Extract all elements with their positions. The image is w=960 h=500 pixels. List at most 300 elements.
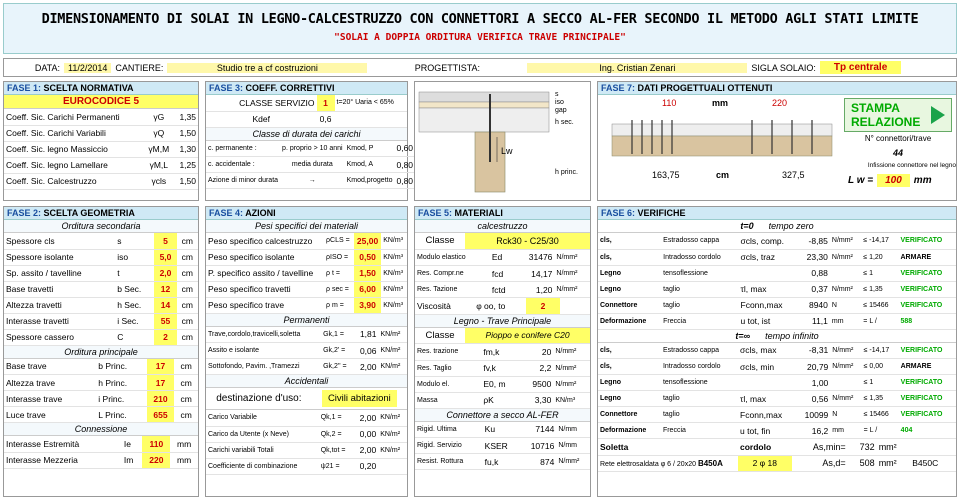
slab-reinforcement-table [598, 439, 956, 472]
unit-weights-table [206, 233, 407, 314]
check-value: -8,85 [798, 233, 830, 249]
slab-code-label: SIGLA SOLAIO: [751, 62, 816, 73]
prop-value: 1,20 [515, 282, 554, 298]
load-value: 1,81 [354, 327, 379, 343]
connector-count-label: N° connettori/trave [864, 134, 932, 143]
prop-label: Res. Taglio [415, 360, 481, 376]
param-field[interactable]: 220 [142, 452, 170, 468]
prop-symbol: E0, m [481, 376, 519, 392]
table-row [415, 344, 590, 360]
check-type: Freccia [661, 313, 738, 329]
check-element: Connettore [598, 407, 661, 423]
table-row [206, 141, 415, 157]
viscosity-field[interactable]: 2 [526, 298, 560, 314]
prop-value: 874 [519, 454, 556, 470]
kmod-value: 0,80 [394, 173, 415, 189]
kdef-label: Kdef [206, 111, 317, 127]
param-label: Base trave [4, 359, 96, 375]
table-row [598, 407, 956, 423]
table-row [4, 436, 198, 452]
check-symbol: τl, max [738, 391, 796, 407]
check-symbol: u tot, fin [738, 423, 796, 439]
phase3-header: FASE 3: COEFF. CORRETTIVI [206, 82, 407, 95]
param-unit: cm [177, 329, 198, 345]
table-row [206, 281, 407, 297]
check-element: Deformazione [598, 423, 661, 439]
checks-tinf-table [598, 343, 956, 440]
prop-label: Rigid. Servizio [415, 438, 483, 454]
load-duration: media durata [280, 157, 345, 173]
designer-field[interactable]: Ing. Cristian Zenari [527, 63, 747, 73]
check-element: cls, [598, 359, 661, 375]
prop-label: Massa [415, 392, 481, 408]
param-unit: cm [177, 281, 198, 297]
prop-symbol: fm,k [481, 344, 519, 360]
phase4-header: FASE 4: AZIONI [206, 207, 407, 220]
weight-field[interactable]: 3,90 [354, 297, 381, 313]
load-label: Trave,cordolo,travicelli,soletta [206, 327, 321, 343]
safety-coeff-table [4, 109, 198, 190]
check-value: -8,31 [796, 343, 831, 359]
table-row [598, 423, 956, 439]
check-value: 23,30 [798, 249, 830, 265]
prop-unit: KN/m³ [553, 392, 590, 408]
table-row [4, 359, 198, 375]
table-row [4, 297, 198, 313]
param-unit: cm [177, 313, 198, 329]
coeff-label: Coeff. Sic. Calcestruzzo [4, 173, 144, 189]
table-row [4, 281, 198, 297]
load-value: 2,00 [353, 442, 378, 458]
viscosity-symbol: φ oo, to [474, 298, 526, 314]
prop-label: Res. Tazione [415, 282, 490, 298]
param-field[interactable]: 55 [154, 313, 176, 329]
spacing-mid-value: 220 [772, 98, 788, 108]
load-symbol: Gk,2' = [321, 343, 354, 359]
prop-unit: N/mm [556, 438, 590, 454]
check-value: 10099 [796, 407, 831, 423]
prop-label: Resist. Rottura [415, 454, 483, 470]
timber-table [415, 344, 590, 409]
date-field[interactable]: 11/2/2014 [64, 63, 111, 73]
weight-unit: KN/m³ [381, 249, 407, 265]
prop-label: Modulo el. [415, 376, 481, 392]
table-row [4, 173, 198, 189]
prop-value: 10716 [519, 438, 556, 454]
check-result: VERIFICATO [899, 391, 956, 407]
weight-unit: KN/m³ [381, 233, 407, 249]
param-field[interactable]: 5,0 [154, 249, 176, 265]
table-row [206, 157, 415, 173]
connector-count-value: 44 [892, 148, 903, 158]
param-unit: cm [174, 375, 198, 391]
param-field[interactable]: 17 [147, 359, 175, 375]
print-report-label: STAMPA RELAZIONE [851, 101, 921, 129]
concrete-class-row [415, 233, 590, 250]
prop-symbol: fv,k [481, 360, 519, 376]
param-symbol: iso [115, 249, 154, 265]
param-field[interactable]: 14 [154, 297, 176, 313]
table-row [206, 442, 407, 458]
table-row [206, 426, 407, 442]
table-row [4, 329, 198, 345]
accidental-title: Accidentali [206, 375, 407, 388]
prop-symbol: fcd [490, 266, 515, 282]
table-row [206, 359, 407, 375]
load-symbol: Qk,1 = [319, 410, 354, 426]
param-label: Altezza travetti [4, 297, 115, 313]
table-row [4, 249, 198, 265]
coeff-label: Coeff. Sic. Carichi Variabili [4, 125, 144, 141]
table-row [4, 125, 198, 141]
check-symbol: Fconn,max [738, 407, 796, 423]
coeff-label: Coeff. Sic. legno Massiccio [4, 141, 144, 157]
param-symbol: C [115, 329, 154, 345]
prop-value: 14,17 [515, 266, 554, 282]
table-row [206, 233, 407, 249]
load-unit: KN/m² [378, 327, 407, 343]
check-symbol: σcls, comp. [739, 233, 799, 249]
phase2-panel [3, 206, 199, 497]
param-field[interactable]: 12 [154, 281, 176, 297]
secondary-frame-title: Orditura secondaria [4, 220, 198, 233]
prop-label: Modulo elastico [415, 250, 490, 266]
check-unit: N/mm² [830, 249, 861, 265]
phase3-panel [205, 81, 414, 201]
param-unit: cm [174, 391, 198, 407]
date-label: DATA: [34, 62, 60, 73]
check-unit: N/mm² [830, 359, 861, 375]
phase6-panel [597, 206, 957, 497]
check-unit: mm [830, 313, 861, 329]
load-duration: p. proprio > 10 anni [280, 141, 345, 157]
check-limit: ≤ 15466 [862, 407, 899, 423]
concrete-class-selector[interactable]: Rck30 - C25/30 [465, 233, 590, 249]
connector-spacing-drawing [602, 98, 842, 188]
check-limit: ≤ 0,00 [862, 359, 899, 375]
prop-symbol: ρK [481, 392, 519, 408]
check-value: 0,56 [796, 391, 831, 407]
embedment-field[interactable]: 100 [877, 174, 910, 187]
play-icon [931, 106, 945, 124]
check-element: Connettore [598, 297, 661, 313]
code-selector[interactable]: EUROCODICE 5 [4, 95, 198, 109]
param-field[interactable]: 2,0 [154, 265, 176, 281]
label-lw: Lw [501, 146, 513, 156]
load-unit: KN/m² [378, 410, 407, 426]
load-label: c. permanente : [206, 141, 280, 157]
prop-unit: N/mm [556, 422, 590, 438]
designer-label: PROGETTISTA: [414, 62, 481, 73]
load-symbol: Gk,1 = [321, 327, 354, 343]
weight-field[interactable]: 6,00 [354, 281, 381, 297]
table-row [4, 391, 198, 407]
check-type: Intradosso cordolo [661, 359, 738, 375]
load-unit: KN/m² [378, 343, 407, 359]
weight-symbol: ρ m = [324, 297, 354, 313]
length-mid-value: 327,5 [782, 170, 805, 180]
param-unit: mm [170, 436, 198, 452]
spacing-unit: mm [712, 98, 729, 108]
load-value: 2,00 [353, 410, 378, 426]
param-symbol: i Sec. [115, 313, 154, 329]
slab-code-field[interactable]: Tp centrale [820, 61, 901, 74]
table-row [598, 391, 956, 407]
check-type: taglio [661, 407, 738, 423]
param-symbol: Ie [122, 436, 143, 452]
param-symbol: b Princ. [96, 359, 146, 375]
time-inf-title: t=∞ tempo infinito [598, 330, 956, 343]
load-value: 2,00 [354, 359, 379, 375]
check-limit: ≤ 1,20 [861, 249, 898, 265]
concrete-table [415, 250, 590, 299]
phase7-header: FASE 7: DATI PROGETTUALI OTTENUTI [598, 82, 956, 95]
param-field[interactable]: 2 [154, 329, 176, 345]
check-result: VERIFICATO [899, 407, 956, 423]
embedment-symbol: L w = [848, 175, 874, 186]
check-symbol: σcls, min [738, 359, 796, 375]
table-row [598, 313, 956, 329]
weight-unit: KN/m³ [381, 297, 407, 313]
duration-class-title: Classe di durata dei carichi [206, 128, 407, 141]
check-unit: N/mm² [830, 281, 861, 297]
check-value: 0,88 [798, 265, 830, 281]
load-label: Carichi variabili Totali [206, 442, 319, 458]
coeff-symbol: γM,L [144, 157, 173, 173]
table-row [598, 359, 956, 375]
section-drawing [415, 82, 592, 202]
print-report-button[interactable] [844, 98, 952, 132]
check-value: 16,2 [796, 423, 831, 439]
use-selector[interactable]: Civili abitazioni [322, 390, 397, 407]
check-type: tensoflessione [661, 265, 738, 281]
param-label: Luce trave [4, 407, 96, 423]
connection-table [4, 436, 198, 469]
load-symbol: Qk,2 = [319, 426, 354, 442]
phase5-header: FASE 5: MATERIALI [415, 207, 590, 220]
load-unit: KN/m² [378, 442, 407, 458]
embedment-label: Infissione connettore nel legno [867, 162, 956, 169]
check-type: tensoflessione [661, 375, 738, 391]
coeff-value: 1,30 [174, 141, 198, 157]
prop-unit: N/mm² [554, 266, 590, 282]
param-field[interactable]: 110 [142, 436, 170, 452]
primary-frame-title: Orditura principale [4, 346, 198, 359]
param-field[interactable]: 210 [147, 391, 175, 407]
use-row [206, 388, 407, 410]
mesh-label: Rete elettrosaldata φ 6 / 20x20 B450A [598, 455, 738, 471]
asd-label: As,d= [792, 455, 848, 471]
use-label: destinazione d'uso: [216, 393, 302, 404]
check-unit [830, 375, 861, 391]
prop-unit: N/mm² [554, 282, 590, 298]
kdef-value: 0,6 [317, 111, 335, 127]
load-unit [378, 458, 407, 474]
param-label: Interasse travetti [4, 313, 115, 329]
prop-value: 2,2 [520, 360, 554, 376]
check-symbol: σcls, max [738, 343, 796, 359]
check-value: 20,79 [796, 359, 831, 375]
weight-symbol: ρISO = [324, 249, 354, 265]
concrete-title: calcestruzzo [415, 220, 590, 233]
check-limit: ≤ -14,17 [862, 343, 899, 359]
prop-label: Res. Compr.ne [415, 266, 490, 282]
check-unit: N/mm² [830, 391, 861, 407]
check-unit: mm [830, 423, 861, 439]
coeff-symbol: γG [144, 109, 173, 125]
header-bar [3, 3, 957, 54]
timber-class-selector[interactable]: Pioppo e conifere C20 [465, 328, 590, 344]
weight-field[interactable]: 0,50 [354, 249, 381, 265]
param-label: Interasse trave [4, 391, 96, 407]
param-unit: cm [177, 297, 198, 313]
check-element: cls, [598, 249, 661, 265]
check-type: Estradosso cappa [661, 343, 738, 359]
check-type: taglio [661, 391, 738, 407]
param-symbol: s [115, 233, 154, 249]
check-limit: ≤ 15466 [861, 297, 898, 313]
table-row [4, 265, 198, 281]
load-symbol: Gk,2'' = [321, 359, 354, 375]
unit-weights-title: Pesi specifici dei materiali [206, 220, 407, 233]
param-unit: cm [174, 407, 198, 423]
check-limit: ≤ 1 [861, 265, 898, 281]
weight-label: Peso specifico isolante [206, 249, 324, 265]
check-unit: N/mm² [830, 233, 861, 249]
coeff-value: 1,35 [174, 109, 198, 125]
load-label: c. accidentale : [206, 157, 280, 173]
permanent-title: Permanenti [206, 314, 407, 327]
param-label: Spessore cassero [4, 329, 115, 345]
length-end-value: 163,75 [652, 170, 680, 180]
accidental-table [206, 410, 407, 475]
load-label: Assito e isolante [206, 343, 321, 359]
embedment-row [848, 174, 932, 187]
checks-t0-table [598, 233, 956, 330]
connection-title: Connessione [4, 423, 198, 436]
check-unit: N [830, 297, 861, 313]
table-row [4, 141, 198, 157]
page-subtitle: "SOLAI A DOPPIA ORDITURA VERIFICA TRAVE PRINCIPALE" [334, 32, 626, 43]
load-value: 0,20 [353, 458, 378, 474]
check-element: Legno [598, 375, 661, 391]
table-row [206, 343, 407, 359]
table-row [415, 392, 590, 408]
permanent-table [206, 327, 407, 376]
param-unit: cm [177, 265, 198, 281]
prop-value: 7144 [519, 422, 556, 438]
param-unit: cm [177, 233, 198, 249]
service-class-label: CLASSE SERVIZIO [206, 95, 317, 111]
timber-title: Legno - Trave Principale [415, 315, 590, 328]
site-field[interactable]: Studio tre a cf costruzioni [167, 63, 367, 73]
check-element: Legno [598, 281, 661, 297]
prop-value: 9500 [520, 376, 554, 392]
label-iso: iso [555, 99, 564, 106]
weight-field[interactable]: 1,50 [354, 265, 381, 281]
param-field[interactable]: 17 [147, 375, 175, 391]
coeff-label: Coeff. Sic. legno Lamellare [4, 157, 144, 173]
table-row [4, 109, 198, 125]
check-unit: N/mm² [830, 343, 861, 359]
slab-label: Soletta [598, 439, 738, 455]
bars-field[interactable]: 2 φ 18 [738, 455, 792, 471]
coeff-symbol: γQ [144, 125, 173, 141]
check-limit: = L / [862, 423, 899, 439]
param-unit: cm [177, 249, 198, 265]
param-symbol: h Princ. [96, 375, 146, 391]
page-title: DIMENSIONAMENTO DI SOLAI IN LEGNO-CALCESTRUZZO CON CONNETTORI A SECCO AL-FER SECONDO IL METODO AGLI STATI LIMITE [41, 11, 919, 27]
param-unit: mm [170, 452, 198, 468]
load-unit: KN/m² [378, 426, 407, 442]
table-row [415, 454, 590, 470]
table-row [598, 281, 956, 297]
phase1-panel [3, 81, 199, 201]
viscosity-label: Viscosità [415, 298, 474, 314]
param-field[interactable]: 655 [147, 407, 175, 423]
table-row [415, 266, 590, 282]
concrete-class-label: Classe [415, 233, 465, 249]
service-class-field[interactable]: 1 [317, 95, 335, 111]
param-unit: cm [174, 359, 198, 375]
check-result: VERIFICATO [899, 375, 956, 391]
check-symbol [738, 375, 796, 391]
prop-symbol: fctd [490, 282, 515, 298]
load-symbol: Qk,tot = [319, 442, 354, 458]
service-class-table [206, 95, 407, 128]
prop-unit: N/mm² [553, 376, 590, 392]
check-value: 11,1 [798, 313, 830, 329]
check-element: cls, [598, 233, 661, 249]
coeff-symbol: γcls [144, 173, 173, 189]
check-limit: ≤ -14,17 [861, 233, 898, 249]
check-element: cls, [598, 343, 661, 359]
time-zero-title: t=0 tempo zero [598, 220, 956, 233]
check-result: VERIFICATO [899, 233, 957, 249]
phase6-header: FASE 6: VERIFICHE [598, 207, 956, 220]
table-row [4, 452, 198, 468]
weight-unit: KN/m³ [381, 281, 407, 297]
weight-label: Peso specifico trave [206, 297, 324, 313]
weight-label: Peso specifico calcestruzzo [206, 233, 324, 249]
phase4-panel [205, 206, 408, 497]
weight-symbol: ρ t = [324, 265, 354, 281]
coeff-symbol: γM,M [144, 141, 173, 157]
section-diagram [414, 81, 591, 201]
table-row [415, 376, 590, 392]
table-row [415, 360, 590, 376]
param-symbol: t [115, 265, 154, 281]
weight-field[interactable]: 25,00 [354, 233, 381, 249]
table-row [206, 327, 407, 343]
check-limit: ≤ 1,35 [862, 391, 899, 407]
check-symbol: Fconn,max [739, 297, 799, 313]
check-type: Freccia [661, 423, 738, 439]
kmod-value: 0,80 [394, 157, 415, 173]
load-label: Carico da Utente (x Neve) [206, 426, 319, 442]
primary-frame-table [4, 359, 198, 424]
load-label: Carico Variabile [206, 410, 319, 426]
param-field[interactable]: 5 [154, 233, 176, 249]
prop-value: 3,30 [520, 392, 554, 408]
connector-title: Connettore a secco AL-FER [415, 409, 590, 422]
kmod-symbol: Kmod,progetto [345, 173, 395, 189]
check-type: Estradosso cappa [661, 233, 738, 249]
check-type: Intradosso cordolo [661, 249, 738, 265]
check-symbol: u tot, ist [739, 313, 799, 329]
weight-symbol: ρ sec = [324, 281, 354, 297]
table-row [206, 410, 407, 426]
